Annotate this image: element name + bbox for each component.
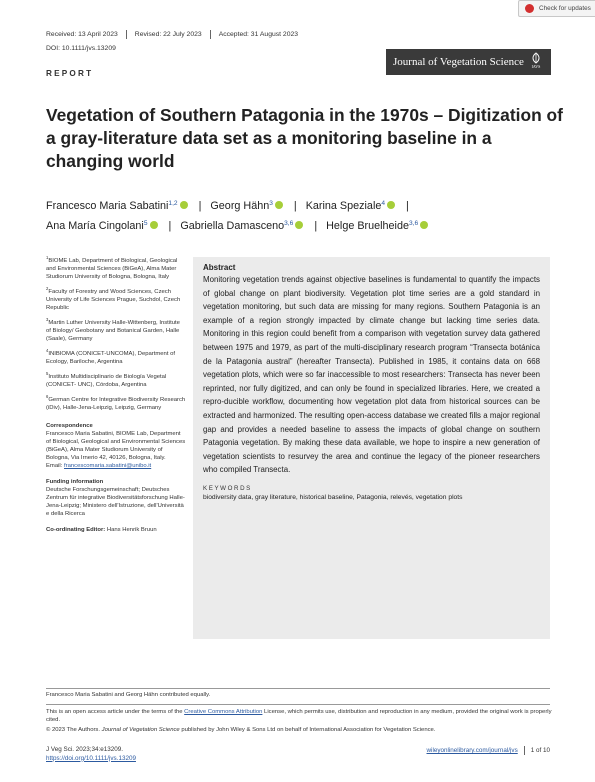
- abstract-heading: Abstract: [203, 263, 236, 272]
- author-affiliation-number: 5: [143, 220, 148, 227]
- correspondence-text: Francesco Maria Sabatini, BIOME Lab, Department of Biological, Geological and Environmental Sciences (BiGeA), Alma Mater Studiorum University of Bologna, Via Irnerio 42, 40126, Bologna, Italy.: [46, 430, 186, 461]
- received-date: Received: 13 April 2023: [46, 31, 118, 38]
- article-doi: DOI: 10.1111/jvs.13209: [46, 45, 116, 52]
- journal-banner[interactable]: [386, 49, 551, 75]
- editor-block: [46, 526, 186, 534]
- affiliation-item: $^3$Martin Luther University Halle-Wittenberg, Institute of Biology/ Geobotany and Botanical Garden, Halle (Saale), Germany: [46, 316, 180, 342]
- author-affiliation-number: 1,2: [168, 200, 178, 207]
- divider: |: [406, 200, 409, 212]
- iavs-logo: [527, 52, 545, 72]
- footer-divider: [46, 688, 550, 689]
- author-name[interactable]: Francesco Maria Sabatini: [46, 200, 169, 212]
- update-icon: [525, 4, 534, 13]
- divider: [524, 746, 525, 755]
- divider: |: [293, 200, 297, 212]
- correspondence-email-link[interactable]: francescomaria.sabatini@unibo.it: [64, 462, 152, 469]
- email-label: Email:: [46, 462, 63, 469]
- orcid-icon[interactable]: [387, 201, 395, 209]
- orcid-icon[interactable]: [275, 201, 283, 209]
- divider: [210, 30, 211, 39]
- orcid-icon[interactable]: [180, 201, 188, 209]
- affiliation-item: $^6$German Centre for Integrative Biodiversity Research (iDiv), Halle-Jena-Leipzig, Leipzig, Germany: [46, 393, 186, 411]
- correspondence-block: [46, 422, 186, 470]
- divider: |: [198, 200, 202, 212]
- author-list: [46, 196, 566, 236]
- keywords-text: biodiversity data, gray literature, historical baseline, Patagonia, relevés, vegetation plots: [203, 493, 463, 501]
- check-for-updates-label: Check for updates: [539, 5, 591, 12]
- author-affiliation-number: 3,6: [408, 220, 419, 227]
- affiliation-item: $^5$Instituto Multidisciplinario de Biología Vegetal (CONICET- UNC), Córdoba, Argentina: [46, 370, 167, 388]
- journal-site-link[interactable]: wileyonlinelibrary.com/journal/jvs: [426, 747, 518, 754]
- abstract-text: Monitoring vegetation trends against objective baselines is fundamental to quantify the impacts of global change on plant biodiversity. Vegetation plot time series are a gold standard in vegetation monitoring, but such data are missing for many regions. Southern Patagonia is an example of a region strongly impacted by climate change but lacking time series data. Monitoring in this region could benefit from a comparison with vegetation survey data gathered between 1975 and 1979, as part of the multi-disciplinary research program “Transecta botánica de la Patagonia austral” (hereafter Transecta). Published in 1985, it contains data on 668 vegetation plots, which were so far inaccessible to most researchers: Transecta has never been reprinted, nor fully digitized, and can only be found in specialized libraries. Here, we created a repro-ducible workflow, documenting how vegetation plot data from historical sources can be extracted and harmonized. The resulting open-access database we created fills a major regional gap and provides a needed baseline to assess the impacts of global change on southern Patagonia vegetation. By making these data available, we hope to inspire a new generation of vegetation scientists to resurvey the area and continue the legacy of the pioneer researchers who compiled Transecta.: [203, 275, 540, 475]
- page-info: [427, 746, 551, 755]
- revised-date: Revised: 22 July 2023: [134, 31, 202, 38]
- funding-heading: Funding information: [46, 478, 104, 485]
- funding-text: Deutsche Forschungsgemeinschaft; Deutsches Zentrum für integrative Biodiversitätsforschung Halle-Jena-Leipzig; Ministero dell'Istruzione, dell'Università e della Ricerca: [46, 486, 185, 517]
- orcid-icon[interactable]: [420, 221, 428, 229]
- article-dates: [46, 30, 298, 39]
- journal-name: Journal of Vegetation Science: [393, 56, 524, 68]
- divider: |: [168, 220, 172, 232]
- footer-divider: [46, 704, 550, 705]
- creative-commons-link[interactable]: Creative Commons Attribution: [184, 709, 263, 715]
- author-name[interactable]: Helge Bruelheide: [326, 220, 409, 232]
- divider: [126, 30, 127, 39]
- orcid-icon[interactable]: [150, 221, 158, 229]
- author-name[interactable]: Karina Speziale: [305, 200, 382, 212]
- section-label: REPORT: [46, 69, 94, 78]
- editor-heading: Co-ordinating Editor:: [46, 526, 106, 533]
- citation-block: [46, 746, 136, 763]
- check-for-updates-button[interactable]: [518, 0, 595, 17]
- leaf-icon: [529, 52, 543, 64]
- affiliation-item: $^1$BIOME Lab, Department of Biological, Geological and Environmental Sciences (BiGeA), Alma Mater Studiorum University of Bologna, Bologna, Italy: [46, 255, 178, 280]
- orcid-icon[interactable]: [295, 221, 303, 229]
- page-number: 1 of 10: [530, 747, 550, 754]
- copyright-note: © 2023 The Authors. Journal of Vegetation Science published by John Wiley & Sons Ltd on behalf of International Association for Vegetation Science.: [46, 727, 436, 733]
- author-affiliation-number: 3,6: [284, 220, 294, 227]
- affiliation-item: $^4$INIBIOMA (CONICET-UNCOMA), Department of Ecology, Bariloche, Argentina: [46, 347, 176, 365]
- author-name[interactable]: Gabriella Damasceno: [180, 220, 285, 232]
- citation-text: J Veg Sci. 2023;34:e13209.: [46, 746, 124, 753]
- divider: |: [314, 220, 318, 232]
- editor-name: Hans Henrik Bruun: [106, 526, 157, 533]
- affiliation-item: $^2$Faculty of Forestry and Wood Sciences, Czech University of Life Sciences Prague, Suchdol, Czech Republic: [46, 285, 181, 311]
- funding-block: [46, 478, 186, 518]
- author-affiliation-number: 3: [269, 200, 273, 207]
- correspondence-heading: Correspondence: [46, 422, 93, 429]
- author-name[interactable]: Georg Hähn: [210, 200, 270, 212]
- article-title: Vegetation of Southern Patagonia in the 1970s – Digitization of a gray-literature data set as a monitoring baseline in a changing world: [46, 105, 563, 171]
- iavs-logo-text: IAVS: [531, 64, 541, 69]
- journal-name-italic: Journal of Vegetation Science: [101, 727, 180, 733]
- author-name[interactable]: Ana María Cingolani: [46, 220, 144, 232]
- abstract-box: [193, 257, 550, 639]
- contribution-note: Francesco Maria Sabatini and Georg Hähn contributed equally.: [46, 692, 211, 698]
- affiliations-sidebar: [46, 254, 186, 534]
- citation-doi-link[interactable]: https://doi.org/10.1111/jvs.13209: [46, 754, 136, 762]
- accepted-date: Accepted: 31 August 2023: [218, 31, 299, 38]
- keywords-heading: KEYWORDS: [203, 484, 252, 492]
- license-note: This is an open access article under the terms of the Creative Commons Attribution License, which permits use, distribution and reproduction in any medium, provided the original work is properly cited.: [46, 709, 552, 724]
- author-affiliation-number: 4: [381, 200, 386, 207]
